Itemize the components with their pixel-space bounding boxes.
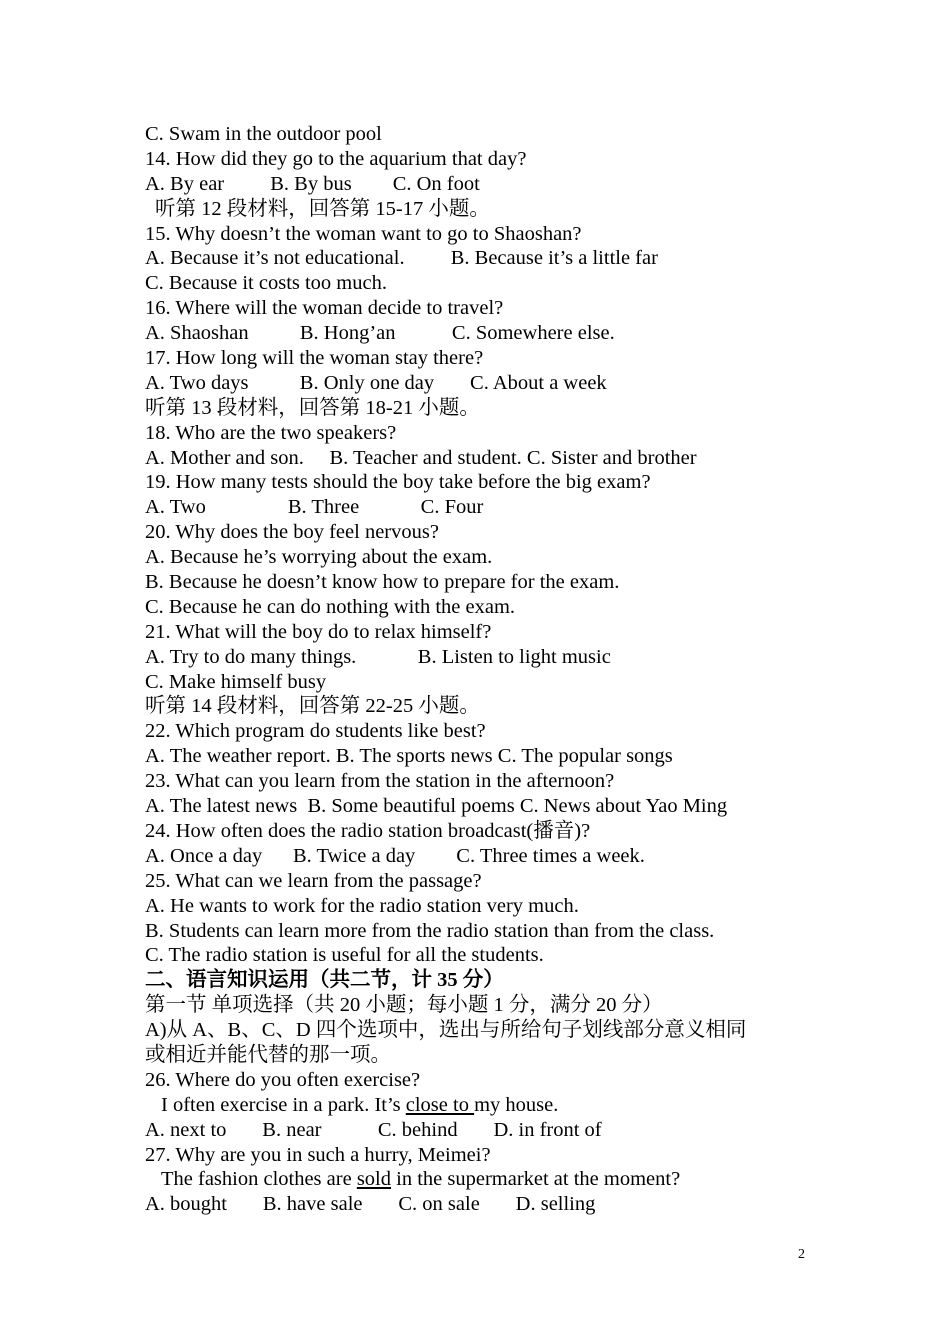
sentence-26 bbox=[145, 1093, 825, 1118]
option-20c: C. Because he can do nothing with the exam. bbox=[145, 595, 516, 618]
question-22: 22. Which program do students like best? bbox=[145, 720, 486, 743]
part-two-heading: 二、语言知识运用（共二节，计 35 分） bbox=[145, 969, 504, 992]
question-14: 14. How did they go to the aquarium that day? bbox=[145, 147, 527, 170]
question-26: 26. Where do you often exercise? bbox=[145, 1068, 421, 1091]
option-20a: A. Because he’s worrying about the exam. bbox=[145, 546, 493, 569]
page-number: 2 bbox=[798, 1247, 805, 1262]
options-26: A. next to B. near C. behind D. in front of bbox=[145, 1118, 602, 1141]
sentence-27-pre: The fashion clothes are bbox=[161, 1168, 357, 1191]
options-16: A. Shaoshan B. Hong’an C. Somewhere else. bbox=[145, 322, 615, 345]
options-19: A. Two B. Three C. Four bbox=[145, 496, 484, 519]
sentence-26-pre: I often exercise in a park. It’s bbox=[161, 1093, 406, 1116]
question-19: 19. How many tests should the boy take before the big exam? bbox=[145, 471, 651, 494]
question-20: 20. Why does the boy feel nervous? bbox=[145, 521, 439, 544]
option-25a: A. He wants to work for the radio station very much. bbox=[145, 894, 579, 917]
options-18: A. Mother and son. B. Teacher and student. C. Sister and brother bbox=[145, 446, 697, 469]
option-20b: B. Because he doesn’t know how to prepare for the exam. bbox=[145, 571, 620, 594]
options-24: A. Once a day B. Twice a day C. Three times a week. bbox=[145, 844, 645, 867]
question-17: 17. How long will the woman stay there? bbox=[145, 347, 484, 370]
options-23: A. The latest news B. Some beautiful poems C. News about Yao Ming bbox=[145, 795, 728, 818]
sentence-27-underlined: sold bbox=[356, 1168, 391, 1191]
question-23: 23. What can you learn from the station in the afternoon? bbox=[145, 770, 615, 793]
question-15: 15. Why doesn’t the woman want to go to Shaoshan? bbox=[145, 222, 582, 245]
options-14: A. By ear B. By bus C. On foot bbox=[145, 172, 480, 195]
sentence-27 bbox=[145, 1167, 825, 1192]
section-one-heading: 第一节 单项选择（共 20 小题；每小题 1 分，满分 20 分） bbox=[145, 994, 663, 1017]
option-25b: B. Students can learn more from the radio station than from the class. bbox=[145, 919, 715, 942]
sentence-26-post: my house. bbox=[474, 1093, 559, 1116]
instruction-line-2: 或相近并能代替的那一项。 bbox=[145, 1043, 391, 1066]
options-27: A. bought B. have sale C. on sale D. selling bbox=[145, 1193, 596, 1216]
exam-content bbox=[145, 122, 825, 1217]
section-instruction-13: 听第 13 段材料，回答第 18-21 小题。 bbox=[145, 396, 480, 419]
options-15-c: C. Because it costs too much. bbox=[145, 272, 387, 295]
options-17: A. Two days B. Only one day C. About a week bbox=[145, 371, 607, 394]
question-16: 16. Where will the woman decide to travel? bbox=[145, 297, 504, 320]
option-25c: C. The radio station is useful for all the students. bbox=[145, 944, 544, 967]
instruction-line-1: A)从 A、B、C、D 四个选项中，选出与所给句子划线部分意义相同 bbox=[145, 1019, 747, 1042]
section-instruction-12: 听第 12 段材料，回答第 15-17 小题。 bbox=[155, 197, 490, 220]
options-21-c: C. Make himself busy bbox=[145, 670, 327, 693]
question-18: 18. Who are the two speakers? bbox=[145, 421, 397, 444]
sentence-27-post: in the supermarket at the moment? bbox=[391, 1168, 681, 1191]
options-15-ab: A. Because it’s not educational. B. Because it’s a little far bbox=[145, 247, 658, 270]
text-line: C. Swam in the outdoor pool bbox=[145, 123, 382, 145]
sentence-26-underlined: close to bbox=[405, 1093, 475, 1116]
question-21: 21. What will the boy do to relax himself? bbox=[145, 620, 492, 643]
options-22: A. The weather report. B. The sports news C. The popular songs bbox=[145, 745, 673, 768]
question-24: 24. How often does the radio station broadcast(播音)? bbox=[145, 819, 591, 842]
question-25: 25. What can we learn from the passage? bbox=[145, 869, 482, 892]
section-instruction-14: 听第 14 段材料，回答第 22-25 小题。 bbox=[145, 695, 480, 718]
question-27: 27. Why are you in such a hurry, Meimei? bbox=[145, 1143, 491, 1166]
options-21-ab: A. Try to do many things. B. Listen to light music bbox=[145, 645, 611, 668]
